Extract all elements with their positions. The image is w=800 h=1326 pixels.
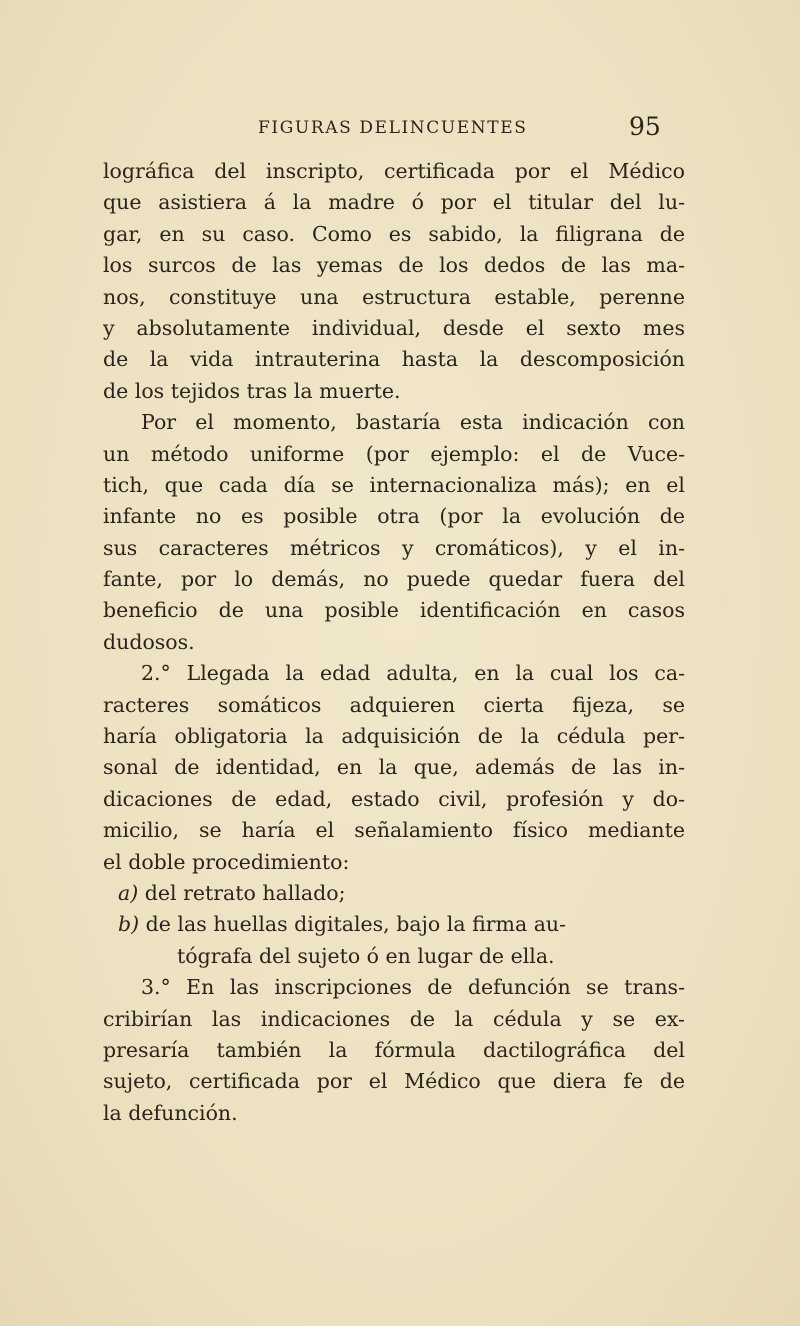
list-item-b: [103, 909, 685, 940]
text-line: micilio, se haría el señalamiento físico mediante: [103, 818, 685, 843]
text-line: la defunción.: [103, 1100, 238, 1125]
text-line: infante no es posible otra (por la evolución de: [103, 504, 685, 529]
text-line: nos, constituye una estructura estable, perenne: [103, 284, 685, 309]
text-line: dudosos.: [103, 629, 195, 654]
text-line: dicaciones de edad, estado civil, profesión y do-: [103, 786, 685, 811]
text-line: el doble procedimiento:: [103, 849, 350, 874]
text-line: cribirían las indicaciones de la cédula y se ex-: [103, 1006, 685, 1031]
text-line: haría obligatoria la adquisición de la cédula per-: [103, 724, 685, 749]
text-line: 3.° En las inscripciones de defunción se trans-: [141, 975, 685, 1000]
list-marker-a: a): [118, 880, 139, 905]
text-line: 2.° Llegada la edad adulta, en la cual los ca-: [141, 661, 685, 686]
text-line: gar, en su caso. Como es sabido, la filigrana de: [103, 221, 685, 246]
text-line: beneficio de una posible identificación en casos: [103, 598, 685, 623]
text-line: un método uniforme (por ejemplo: el de Vuce-: [103, 441, 685, 466]
text-line: sonal de identidad, en la que, además de las in-: [103, 755, 685, 780]
text-line: de la vida intrauterina hasta la descomposición: [103, 347, 685, 372]
text-line: que asistiera á la madre ó por el titular del lu-: [103, 190, 685, 215]
running-title: FIGURAS DELINCUENTES: [258, 118, 528, 138]
text-line: los surcos de las yemas de los dedos de las ma-: [103, 253, 685, 278]
text-line: fante, por lo demás, no puede quedar fuera del: [103, 567, 685, 592]
text-line: tógrafa del sujeto ó en lugar de ella.: [177, 943, 555, 968]
text-line: presaría también la fórmula dactilográfica del: [103, 1037, 685, 1062]
text-line: y absolutamente individual, desde el sexto mes: [103, 315, 685, 340]
list-item-a: [103, 878, 685, 909]
page-header: [0, 112, 800, 142]
body-text: [103, 156, 685, 1129]
list-item-text: de las huellas digitales, bajo la firma au-: [145, 912, 567, 937]
text-line: racteres somáticos adquieren cierta fijeza, se: [103, 692, 685, 717]
list-marker-b: b): [118, 912, 140, 937]
page-number: 95: [629, 112, 661, 141]
text-line: lográfica del inscripto, certificada por el Médico: [103, 159, 685, 183]
list-item-text: del retrato hallado;: [144, 880, 346, 905]
text-line: sujeto, certificada por el Médico que diera fe de: [103, 1069, 685, 1094]
text-line: Por el momento, bastaría esta indicación con: [141, 410, 685, 435]
text-line: tich, que cada día se internacionaliza más); en el: [103, 472, 685, 497]
text-line: de los tejidos tras la muerte.: [103, 378, 401, 403]
text-line: sus caracteres métricos y cromáticos), y el in-: [103, 535, 685, 560]
